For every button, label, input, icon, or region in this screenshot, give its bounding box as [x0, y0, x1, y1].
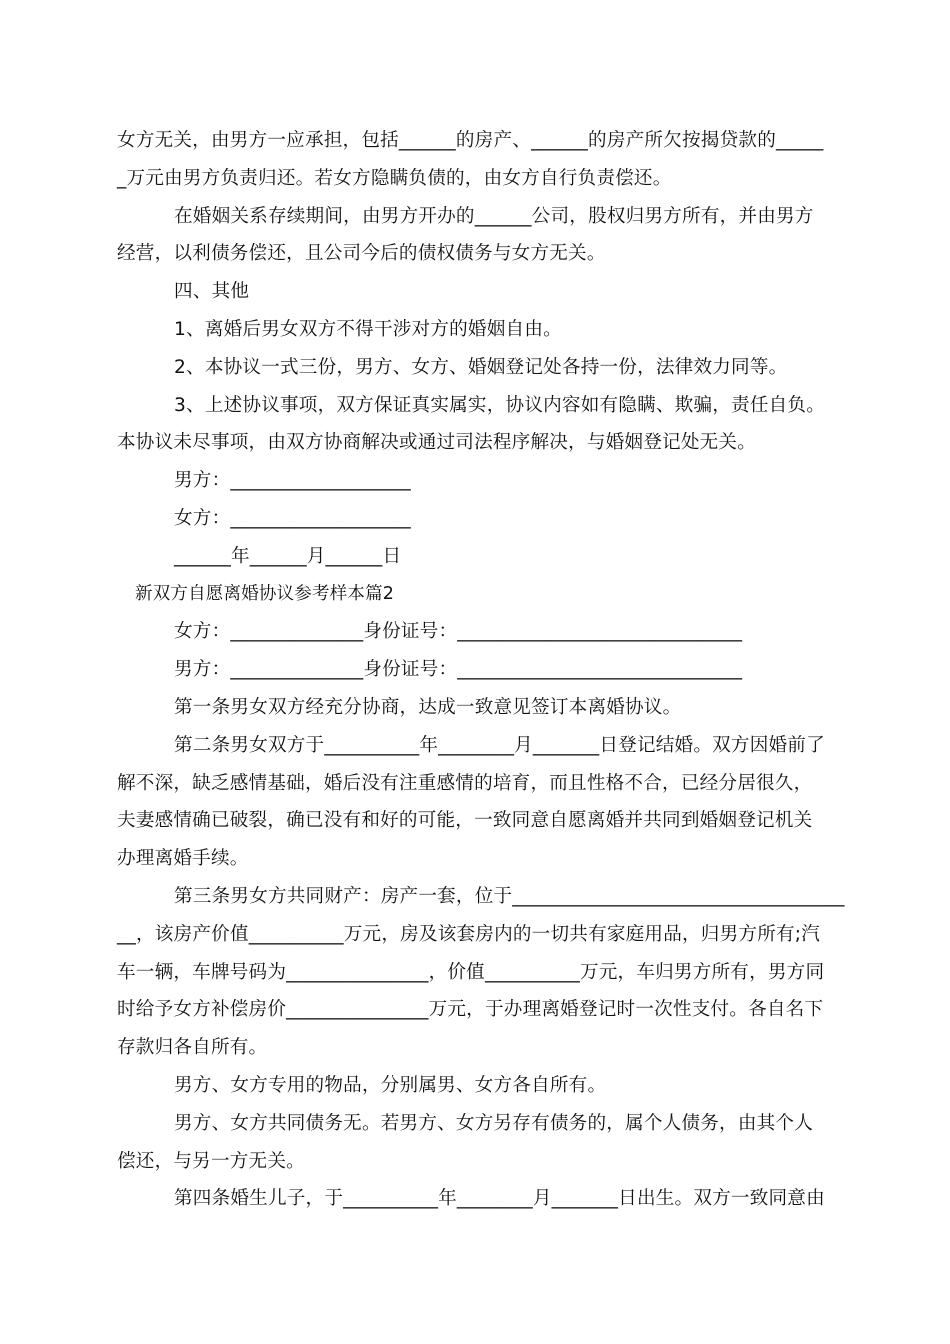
text-line: 2、本协议一式三份，男方、女方、婚姻登记处各持一份，法律效力同等。 — [174, 356, 788, 378]
section-heading: 四、其他 — [174, 281, 250, 303]
text-line: 3、上述协议事项，双方保证真实属实，协议内容如有隐瞒、欺骗，责任自负。 — [174, 394, 826, 416]
text-line: 偿还，与另一方无关。 — [117, 1150, 305, 1172]
text-line: 第三条男女方共同财产：房产一套，位于___________________________________ — [174, 885, 845, 907]
text-line: 在婚姻关系存续期间，由男方开办的______公司，股权归男方所有，并由男方 — [174, 205, 814, 227]
document-body — [117, 122, 845, 1218]
text-line: 办理离婚手续。 — [117, 848, 249, 870]
text-line: 解不深，缺乏感情基础，婚后没有注重感情的培育，而且性格不合，已经分居很久， — [117, 772, 813, 794]
text-line: 第一条男女双方经充分协商，达成一致意见签订本离婚协议。 — [174, 696, 682, 718]
text-line: 男方、女方共同债务无。若男方、女方另存有债务的，属个人债务，由其个人 — [174, 1112, 813, 1134]
signature-line-female: 女方：___________________ — [174, 507, 411, 529]
text-line: 女方无关，由男方一应承担，包括______的房产、______的房产所欠按揭贷款的_____ — [117, 130, 824, 151]
text-line: 存款归各自所有。 — [117, 1037, 268, 1059]
date-line: ______年______月______日 — [174, 545, 402, 567]
signature-line-male: 男方：___________________ — [174, 470, 411, 492]
text-line: _万元由男方负责归还。若女方隐瞒负债的，由女方自行负责偿还。 — [117, 167, 672, 189]
party-male-line: 男方：______________身份证号：______________________________ — [174, 659, 743, 681]
text-line: 夫妻感情确已破裂，确已没有和好的可能，一致同意自愿离婚并共同到婚姻登记机关 — [117, 810, 813, 832]
text-line: 第四条婚生儿子，于__________年________月_______日出生。双方一致同意由 — [174, 1188, 825, 1210]
section-title: 新双方自愿离婚协议参考样本篇2 — [135, 583, 395, 604]
text-line: 第二条男女双方于__________年________月_______日登记结婚。双方因婚前了 — [174, 734, 825, 756]
text-line: __，该房产价值__________万元，房及该套房内的一切共有家庭用品，归男方所有;汽 — [117, 923, 821, 945]
text-line: 经营，以利债务偿还，且公司今后的债权债务与女方无关。 — [117, 243, 606, 265]
text-line: 时给予女方补偿房价_______________万元，于办理离婚登记时一次性支付。各自名下 — [117, 999, 824, 1021]
text-line: 1、离婚后男女双方不得干涉对方的婚姻自由。 — [174, 318, 562, 340]
text-line: 车一辆，车牌号码为_______________，价值__________万元，车归男方所有，男方同 — [117, 961, 825, 983]
text-line: 男方、女方专用的物品，分别属男、女方各自所有。 — [174, 1074, 607, 1096]
text-line: 本协议未尽事项，由双方协商解决或通过司法程序解决，与婚姻登记处无关。 — [117, 432, 756, 454]
party-female-line: 女方：______________身份证号：______________________________ — [174, 621, 743, 643]
